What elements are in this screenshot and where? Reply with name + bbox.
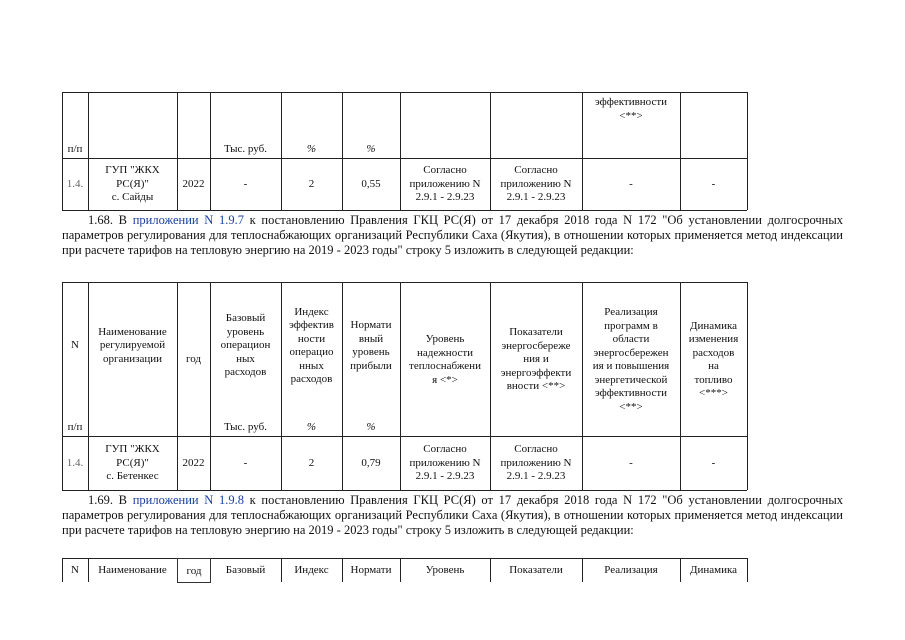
cell-line: приложению N [500, 456, 572, 469]
header-line: уровень [226, 325, 265, 338]
header-line: Динамика [689, 319, 738, 332]
header-line: топливо [694, 373, 733, 386]
header-line: <***> [699, 387, 728, 399]
header-line: Нормати [350, 319, 392, 331]
table-1-bottom-border [62, 210, 747, 211]
header-line: операцион [220, 339, 271, 352]
table-3-header-num [62, 558, 88, 582]
cell-text: - [711, 177, 716, 190]
header-line: нных [299, 359, 324, 372]
label-text: п/п [67, 142, 83, 155]
table-1-unit-index [281, 134, 342, 158]
header-line: надежности [416, 346, 474, 359]
header-line: Показатели [509, 326, 563, 339]
table-2-header-index [281, 284, 342, 408]
table-2-base-costs [210, 437, 281, 490]
table-2-header-num [62, 284, 88, 408]
table-2-header-base [210, 284, 281, 408]
table-2-header-year [177, 284, 210, 436]
cell-line: ГУП "ЖКХ [105, 164, 160, 177]
table-2-row-number [62, 437, 88, 490]
header-line: Уровень [425, 333, 465, 345]
table-2-fuel-dynamics [680, 437, 747, 490]
header-text: Динамика [689, 564, 738, 576]
appendix-link[interactable]: приложении N 1.9.7 [132, 213, 244, 227]
table-1-base-costs [210, 159, 281, 210]
table-3-header-org [88, 558, 177, 582]
table-2-header-org [88, 284, 177, 408]
table-1-org-name [88, 159, 177, 210]
table-3-header-reliability [400, 558, 490, 582]
header-line: изменения [688, 333, 739, 345]
table-2-bottom-border [62, 490, 747, 491]
cell-text: 2 [308, 177, 315, 190]
header-line: ных [236, 352, 255, 365]
header-text: Уровень [425, 564, 465, 576]
table-2-col-line [747, 282, 748, 490]
cell-text: 2022 [182, 177, 205, 190]
header-text: Показатели [509, 564, 563, 576]
header-text: Индекс [294, 564, 329, 576]
table-1-profit-level [342, 159, 400, 210]
unit-text: % [306, 142, 317, 155]
cell-line: Согласно [514, 164, 558, 177]
header-line: Реализация [604, 306, 658, 318]
header-line: области [612, 333, 650, 345]
table-2-unit-base [210, 410, 281, 436]
paragraph-1-69 [62, 493, 843, 539]
header-line: вности <**> [506, 380, 566, 393]
header-line: энергосбереже [501, 339, 571, 352]
header-line: операцио [289, 346, 334, 358]
header-line: эффективности [594, 96, 668, 108]
cell-line: 2.9.1 - 2.9.23 [506, 470, 566, 483]
cell-line: 2.9.1 - 2.9.23 [415, 470, 475, 483]
table-2-org-name [88, 437, 177, 490]
header-text: год [186, 564, 202, 577]
table-2-energy-indicators [490, 437, 582, 490]
table-2-year [177, 437, 210, 490]
cell-line: с. Сайды [111, 191, 154, 204]
header-line: энергоэффекти [500, 366, 572, 379]
table-2-efficiency-index [281, 437, 342, 490]
cell-line: РС(Я)" [116, 177, 149, 190]
header-line: расходов [290, 373, 333, 385]
header-line: уровень [352, 346, 390, 358]
header-line: Индекс [294, 305, 329, 318]
unit-text: % [366, 142, 376, 155]
table-1-unit-base [210, 134, 281, 158]
header-line: Базовый [225, 312, 266, 325]
unit-text: % [366, 420, 376, 433]
table-2-header-fuel [680, 284, 747, 436]
table-3-header-energy [490, 558, 582, 582]
header-line: на [708, 360, 719, 372]
header-text: Базовый [225, 564, 266, 576]
table-1-reliability [400, 159, 490, 210]
table-2-unit-index [281, 410, 342, 436]
header-line: Наименование [98, 325, 167, 338]
header-line: программ в [604, 319, 658, 332]
table-1-header-programs-fragment [582, 94, 680, 134]
table-2-reliability [400, 437, 490, 490]
cell-line: приложению N [409, 177, 481, 190]
paragraph-number: 1.69. В [88, 493, 128, 507]
header-text: N [71, 564, 79, 576]
header-line: эффектив [289, 319, 334, 331]
header-text: Реализация [604, 564, 658, 576]
header-text: год [185, 353, 202, 366]
table-1-energy-indicators [490, 159, 582, 210]
table-3-header-index [281, 558, 342, 582]
cell-line: с. Бетенкес [106, 470, 159, 483]
unit-text: % [306, 420, 317, 433]
paragraph-1-68 [62, 213, 843, 259]
paragraph-body: к постановлению Правления ГКЦ РС(Я) от 17 декабря 2018 года N 172 "Об установлении долгосрочных параметров регулирования для теплоснабжающих организаций Республики Саха (Якутия), в отношении которых применяется метод индексации при расчете тарифов на тепловую энергию на 2019 - 2023 годы" строку 5 изложить в следующей редакции: [62, 213, 844, 258]
header-line: расходов [692, 346, 735, 359]
table-2-row-num-label [62, 410, 88, 436]
table-2-profit-level [342, 437, 400, 490]
table-2-top-border [62, 282, 747, 283]
table-3-header-fuel [680, 558, 747, 582]
header-line: ности [297, 332, 326, 345]
cell-line: ГУП "ЖКХ [105, 443, 160, 456]
table-2-header-programs [582, 284, 680, 436]
header-line: энергетической [594, 373, 668, 386]
header-line: организации [102, 352, 163, 365]
cell-line: РС(Я)" [116, 456, 149, 469]
header-line: расходов [224, 366, 267, 379]
table-1-row-number [62, 159, 88, 210]
header-text: N [71, 339, 79, 352]
table-1-efficiency-index [281, 159, 342, 210]
header-text: Наименование [98, 564, 167, 576]
table-3-header-base [210, 558, 281, 582]
header-line: энергосбережен [593, 346, 669, 359]
table-1-unit-profit [342, 134, 400, 158]
header-line: ия и повышения [592, 360, 670, 372]
cell-text: - [243, 177, 248, 190]
table-3-col-line [747, 558, 748, 582]
header-line: <**> [619, 400, 643, 413]
table-3-header-year[interactable] [177, 558, 211, 583]
cell-text: 0,55 [361, 177, 381, 190]
header-line: эффективности [594, 387, 668, 399]
cell-text: 0,79 [361, 456, 381, 469]
cell-text: 1.4. [66, 177, 84, 190]
header-line: регулируемой [99, 339, 166, 352]
table-1-top-border [62, 92, 747, 93]
table-1-programs [582, 159, 680, 210]
table-3-header-programs [582, 558, 680, 582]
cell-text: 1.4. [66, 456, 84, 469]
cell-text: - [629, 456, 633, 469]
header-line: <**> [619, 109, 643, 122]
table-2-header-profit [342, 284, 400, 408]
table-1-fuel-dynamics [680, 159, 747, 210]
table-3-header-profit [342, 558, 400, 582]
table-1-row-num-label [62, 134, 88, 158]
cell-line: Согласно [514, 443, 558, 456]
cell-line: приложению N [409, 456, 481, 469]
appendix-link[interactable]: приложении N 1.9.8 [132, 493, 244, 507]
paragraph-text [62, 213, 843, 259]
header-line: прибыли [350, 359, 392, 372]
cell-line: 2.9.1 - 2.9.23 [415, 191, 475, 204]
header-line: вный [358, 332, 384, 345]
header-line: теплоснабжени [409, 360, 481, 372]
table-2-header-reliability [400, 284, 490, 436]
unit-text: Тыс. руб. [223, 142, 267, 155]
cell-line: 2.9.1 - 2.9.23 [506, 191, 566, 204]
paragraph-body: к постановлению Правления ГКЦ РС(Я) от 17 декабря 2018 года N 172 "Об установлении долгосрочных параметров регулирования для теплоснабжающих организаций Республики Саха (Якутия), в отношении которых применяется метод индексации при расчете тарифов на тепловую энергию на 2019 - 2023 годы" строку 5 изложить в следующей редакции: [62, 493, 844, 538]
paragraph-number: 1.68. В [88, 213, 128, 227]
table-1-col-line [747, 92, 748, 210]
header-line: я <*> [432, 373, 458, 386]
cell-text: - [629, 177, 633, 190]
table-2-unit-profit [342, 410, 400, 436]
cell-line: Согласно [423, 443, 467, 456]
cell-text: 2022 [182, 456, 205, 469]
header-line: ния и [523, 353, 549, 366]
unit-text: Тыс. руб. [223, 420, 267, 433]
header-text: Нормати [350, 564, 392, 576]
label-text: п/п [67, 420, 83, 433]
cell-line: Согласно [423, 164, 467, 177]
cell-text: - [711, 456, 716, 469]
table-2-header-energy [490, 284, 582, 436]
cell-text: 2 [308, 456, 315, 469]
table-1-year [177, 159, 210, 210]
table-2-programs [582, 437, 680, 490]
paragraph-text [62, 493, 843, 539]
cell-text: - [243, 456, 248, 469]
cell-line: приложению N [500, 177, 572, 190]
